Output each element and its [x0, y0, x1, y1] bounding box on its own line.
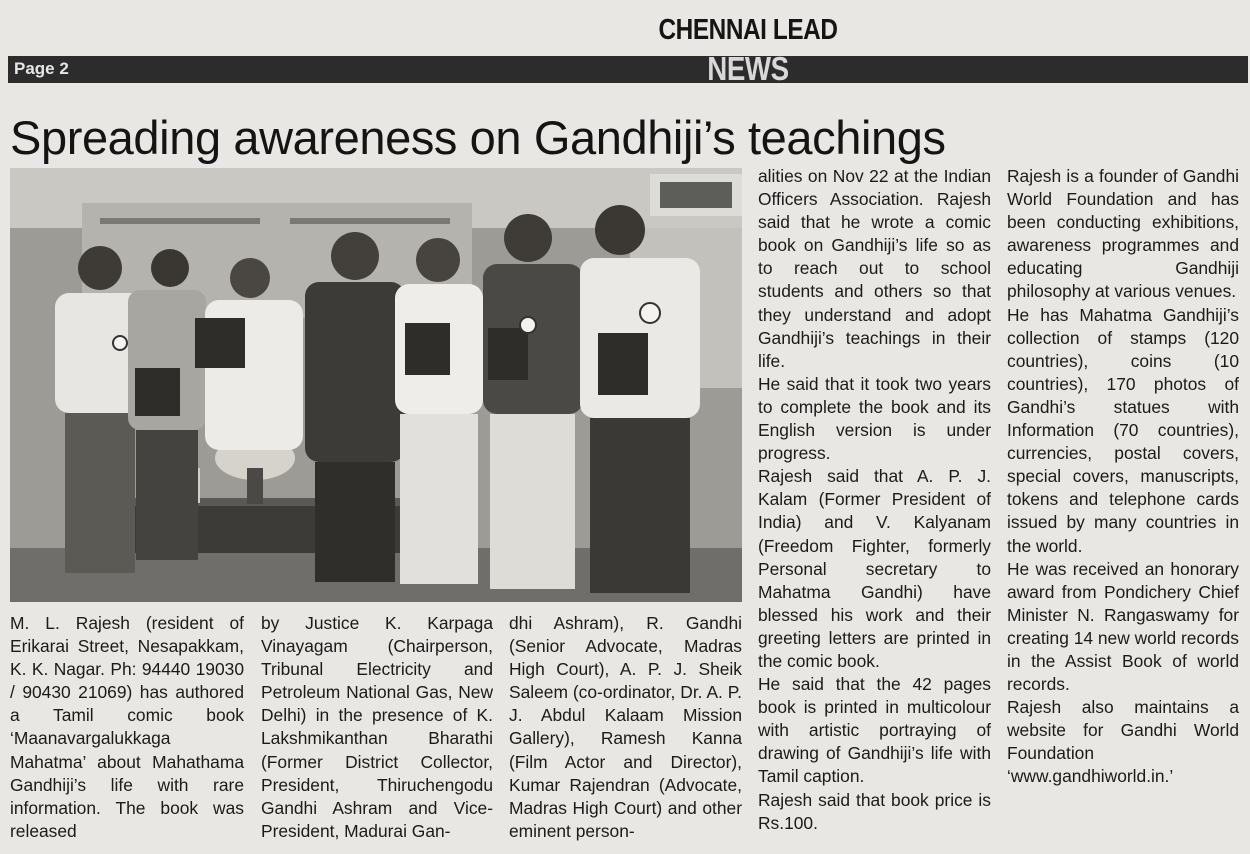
- section-label: NEWS: [707, 50, 789, 87]
- masthead-title: CHENNAI LEAD: [658, 14, 838, 46]
- paragraph: alities on Nov 22 at the Indian Officers Association. Rajesh said that he wrote a comic book on Gandhiji’s life so as to reach out to school students and others so that they understand and adopt Gandhiji’s teachings in their life.: [758, 166, 991, 371]
- article-column-5: [1007, 165, 1239, 789]
- article-headline: Spreading awareness on Gandhiji’s teachings: [10, 111, 946, 164]
- paragraph: He has Mahatma Gandhiji’s collection of stamps (120 countries), coins (10 countries), 170 photos of Gandhi’s statues with Information (70 countries), currencies, postal covers, special covers, manuscripts, tokens and telephone cards issued by many countries in the world.: [1007, 304, 1239, 556]
- paragraph: He said that the 42 pages book is printed in multicolour with artistic portraying of drawing of Gandhiji’s life with Tamil caption.: [758, 674, 991, 787]
- paragraph: Rajesh is a founder of Gandhi World Foundation and has been conducting exhibitions, awareness programmes and educating Gandhiji philosophy at various venues.: [1007, 166, 1239, 302]
- article-column-4: [758, 165, 991, 835]
- paragraph: He was received an honorary award from Pondichery Chief Minister N. Rangaswamy for creating 14 new world records in the Assist Book of world records.: [1007, 558, 1239, 695]
- paragraph: He said that it took two years to complete the book and its English version is under progress.: [758, 373, 991, 464]
- paragraph: Rajesh also maintains a website for Gandhi World Foundation ‘www.gandhiworld.in.’: [1007, 697, 1239, 787]
- article-column-1: [10, 612, 244, 843]
- paragraph: Rajesh said that A. P. J. Kalam (Former President of India) and V. Kalyanam (Freedom Fighter, formerly Personal secretary to Mahatma Gandhi) have blessed his work and their greeting letters are printed in the comic book.: [758, 466, 991, 671]
- photo-illustration: [10, 168, 742, 602]
- paragraph: Rajesh said that book price is Rs.100.: [758, 789, 991, 833]
- paragraph: M. L. Rajesh (resident of Erikarai Street, Nesapakkam, K. K. Nagar. Ph: 94440 19030 / 90430 21069) has authored a Tamil comic book ‘Maanavargalukkaga Mahatma’ about Mahathama Gandhiji’s life with rare information. The book was released: [10, 613, 244, 841]
- paragraph: dhi Ashram), R. Gandhi (Senior Advocate, Madras High Court), A. P. J. Sheik Saleem (co-ordinator, Dr. A. P. J. Abdul Kalaam Mission Gallery), Ramesh Kanna (Film Actor and Director), Kumar Rajendran (Advocate, Madras High Court) and other eminent person-: [509, 613, 742, 841]
- page-number: Page 2: [14, 59, 69, 78]
- article-column-3: [509, 612, 742, 843]
- paragraph: by Justice K. Karpaga Vinayagam (Chairperson, Tribunal Electricity and Petroleum National Gas, New Delhi) in the presence of K. Lakshmikanthan Bharathi (Former District Collector, President, Thiruchengodu Gandhi Ashram and Vice-President, Madurai Gan-: [261, 613, 493, 841]
- article-photo: [10, 168, 742, 602]
- article-column-2: [261, 612, 493, 843]
